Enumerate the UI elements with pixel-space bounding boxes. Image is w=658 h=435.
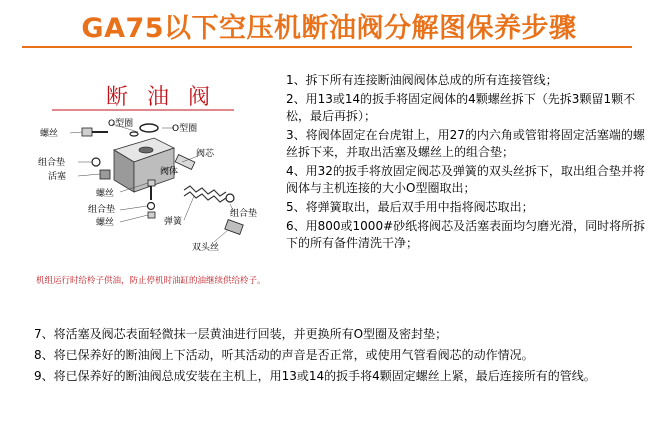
diagram-note: 机组运行时给柃子供油，防止停机时油缸的油继续供给柃子。 [36, 276, 266, 286]
piston-shape [100, 170, 110, 179]
bolt-mid-shape [148, 180, 156, 218]
washer-left-shape [92, 158, 100, 166]
step-7: 7、将活塞及阀芯表面轻微抹一层黄油进行回装，并更换所有O型圈及密封垫； [34, 327, 448, 341]
step-8: 8、将已保养好的断油阀上下活动，听其活动的声音是否正常，或使用气管看阀芯的动作情况。 [34, 348, 534, 362]
step-1: 1、拆下所有连接断油阀阀体总成的所有连接管线； [286, 73, 558, 87]
step-4: 4、用32的扳手将放固定阀芯及弹簧的双头丝拆下，取出组合垫并将阀体与主机连接的大小O型圈取出； [286, 164, 645, 195]
steps-right-list [286, 72, 646, 252]
page-title: GA75以下空压机断油阀分解图保养步骤 [81, 13, 577, 44]
bolt-top-shape [82, 128, 108, 136]
steps-bottom-list [34, 326, 646, 385]
spring-shape [184, 186, 226, 202]
label-valve-body: 阀体 [160, 167, 179, 177]
washer-right-shape [226, 194, 234, 202]
step-3: 3、将阀体固定在台虎钳上，用27的内六角或管钳将固定活塞端的螺丝拆下来，并取出活塞及螺丝上的组合垫； [286, 128, 645, 159]
step-2: 2、用13或14的扳手将固定阀体的4颗螺丝拆下（先拆3颗留1颗不松，最后再拆）； [286, 92, 636, 123]
step-9: 9、将已保养好的断油阀总成安装在主机上，用13或14的扳手将4颗固定螺丝上紧，最后连接所有的管线。 [34, 369, 596, 383]
label-washer-right: 组合垫 [230, 209, 258, 219]
stud-shape [225, 220, 243, 235]
label-bolt-low: 螺丝 [96, 218, 115, 228]
label-stud: 双头丝 [192, 243, 220, 253]
label-valve-core: 阀芯 [196, 149, 215, 159]
label-bolt-mid: 螺丝 [96, 189, 115, 199]
label-spring: 弹簧 [164, 217, 183, 227]
label-oring-right: O型圈 [172, 124, 198, 134]
diagram-title: 断 油 阀 [106, 85, 216, 110]
label-bolt-top: 螺丝 [40, 129, 59, 139]
valve-core-shape [175, 155, 195, 170]
title-divider [22, 46, 632, 48]
label-plug: 活塞 [48, 172, 67, 182]
step-6: 6、用800或1000#砂纸将阀芯及活塞表面均匀磨光滑，同时将所拆下的所有备件清洗干净； [286, 219, 646, 250]
valve-body-shape [114, 138, 174, 192]
oring-top-shape [140, 124, 158, 132]
step-5: 5、将弹簧取出，最后双手用中指将阀芯取出； [286, 200, 534, 214]
label-washer-mid: 组合垫 [88, 205, 116, 215]
label-oring-top: O型圈 [108, 119, 134, 129]
label-washer-left: 组合垫 [38, 158, 66, 168]
oring-small-shape [130, 132, 138, 136]
